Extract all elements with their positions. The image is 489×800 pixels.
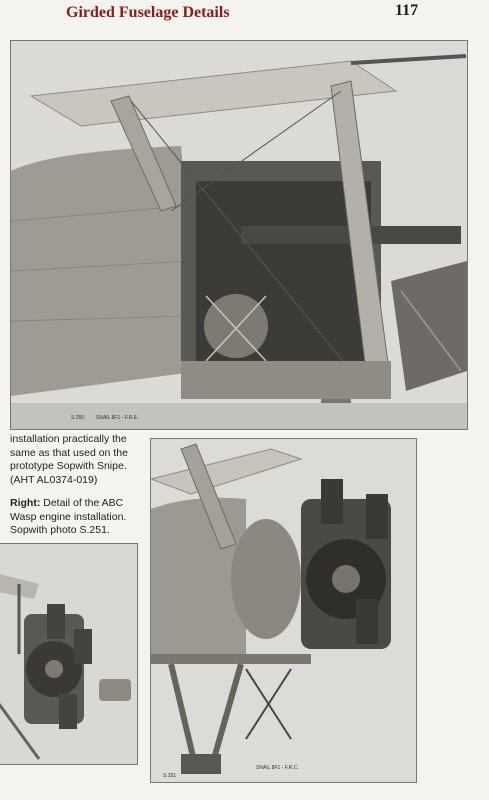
caption-right (10, 497, 146, 538)
photo-caption (10, 433, 146, 548)
main-plate-mark: SNAIL 8F1 - F.R.E. (96, 415, 139, 421)
engine-installation-photo (150, 438, 417, 783)
caption-right-label: Right: (10, 497, 41, 509)
fuselage-cockpit-photo (10, 40, 468, 430)
engine-cylinders-photo (0, 543, 138, 765)
right-plate-mark-left: S.251 (163, 773, 177, 779)
page-number: 117 (395, 2, 419, 19)
chapter-title: Girded Fuselage Details (66, 4, 230, 21)
main-plate-mark-left: S.250 (71, 415, 85, 421)
caption-right-text: Detail of the ABC Wasp engine installation. Sopwith photo S.251. (10, 497, 127, 536)
caption-continued: installation practically the same as that used on the prototype Sopwith Snipe. (AHT AL0374-019) (10, 433, 128, 486)
right-plate-mark: SNAIL 8F1 - F.R.C. (256, 765, 299, 771)
